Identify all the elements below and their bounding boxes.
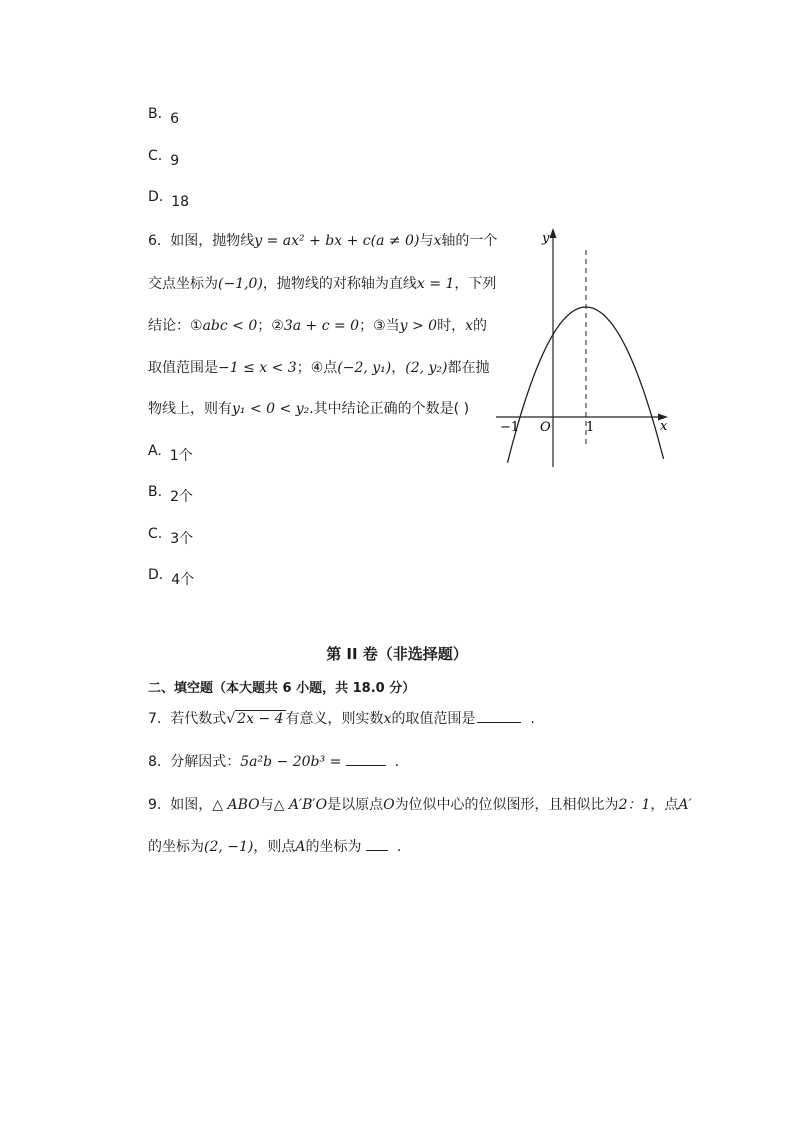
q6-option-a: A. 1个 — [148, 443, 193, 464]
q5-option-d: D. 18 — [148, 189, 190, 210]
q5-option-b: B. 6 — [148, 106, 179, 127]
q6-option-d: D. 4个 — [148, 567, 195, 588]
q6-option-b: B. 2个 — [148, 484, 193, 505]
part2-title: 第 II 卷（非选择题） — [326, 645, 468, 663]
origin-label: O — [540, 420, 551, 435]
q6-parabola-graph — [490, 222, 680, 472]
q5-option-c: C. 9 — [148, 148, 180, 169]
q6-line-2: 交点坐标为(−1,0)，抛物线的对称轴为直线x = 1，下列 — [148, 276, 497, 292]
question-9-line-2: 的坐标为(2, −1)，则点A的坐标为 . — [148, 839, 402, 855]
q6-line-3: 结论：①abc < 0；②3a + c = 0；③当y > 0时，x的 — [148, 318, 487, 334]
sqrt-expression: √ 2x − 4 — [226, 711, 284, 727]
q6-line-5: 物线上，则有y₁ < 0 < y₂.其中结论正确的个数是( ) — [148, 401, 470, 417]
answer-blank — [346, 753, 386, 766]
q6-line-1: 6. 如图，抛物线y = ax² + bx + c(a ≠ 0)与x轴的一个 — [148, 233, 498, 249]
y-axis-label: y — [542, 231, 550, 246]
y-axis-arrow — [550, 228, 557, 238]
question-7: 7. 若代数式√ 2x − 4 有意义，则实数x的取值范围是 . — [148, 711, 535, 727]
q6-option-c: C. 3个 — [148, 526, 194, 547]
neg-one-label: −1 — [500, 420, 520, 435]
question-8: 8. 分解因式：5a²b − 20b³ = . — [148, 754, 400, 770]
answer-blank — [366, 838, 388, 851]
question-9-line-1: 9. 如图，△ ABO与△ A′B′O是以原点O为位似中心的位似图形，且相似比为2：1，点A′ — [148, 797, 692, 813]
section-header: 二、填空题（本大题共 6 小题，共 18.0 分） — [148, 681, 416, 696]
answer-blank — [477, 710, 521, 723]
q6-line-4: 取值范围是−1 ≤ x < 3；④点(−2, y₁)，(2, y₂)都在抛 — [148, 360, 490, 376]
one-label: 1 — [586, 420, 595, 435]
x-axis-label: x — [660, 419, 668, 434]
